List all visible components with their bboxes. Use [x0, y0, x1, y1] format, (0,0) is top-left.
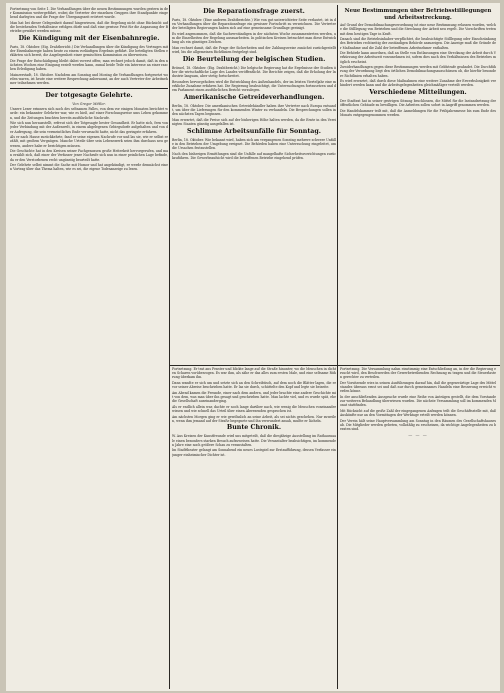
article-paragraph: Es wird angenommen, daß die Sachverständigen in der nächsten Woche zusammentreten werden, um die Einzelheiten der Regelung auszuarbeiten. In politischen Kreisen betrachtet man diese Entwicklung als ein günstiges Zeichen.	[172, 32, 336, 45]
article-paragraph: W. Aus Kreisen der Kunstfreunde wird uns mitgeteilt, daß die diesjährige Ausstellung im Rathaussaale einen besonders starken Besuch aufzuweisen hatte. Die Veranstalter beabsichtigen, im kommenden Jahre eine noch größere Schau zu veranstalten.	[172, 434, 336, 447]
section-separator: — — —	[408, 431, 428, 437]
article-headline: Die Reparationsfrage zuerst.	[203, 8, 305, 15]
article-paragraph: Berlin, 18. Oktober. Wie bekannt wird, haben sich am vergangenen Sonntag mehrere schwere Unfälle in den Betrieben der Umgebung ereignet. Die Behörden haben eine Untersuchung eingeleitet, um die Ursachen festzustellen.	[172, 137, 336, 150]
article-paragraph: Man hat bei dieser Gelegenheit darauf hingewiesen, daß die Regelung nicht ohne Rücksicht auf die bestehenden Verhältnisse erfolgen dürfe und daß eine gewisse Frist für die Anpassung der Betriebe gewährt werden müsse.	[10, 21, 168, 34]
column-middle-bottom	[172, 367, 336, 687]
article-paragraph: Es wird erwartet, daß durch diese Maßnahmen eine weitere Zunahme der Erwerbslosigkeit verhindert werden kann und die Arbeitsgelegenheiten gleichmäßiger verteilt werden.	[340, 79, 496, 88]
article-paragraph: Wie sich nun herausstellt, erfreut sich der Totgesagte bester Gesundheit. Er hatte sich, fern von jeder Verbindung mit der Außenwelt, in einem abgelegenen Gebirgsdorfe aufgehalten und von der Aufregung, die sein vermeintliches Ende verursacht hatte, nicht das geringste erfahren.	[10, 121, 168, 134]
article-paragraph: Fortsetzung. Die Versammlung nahm einstimmig eine Entschließung an, in der die Regierung ersucht wird, den Beschwerden der Gewerbetreibenden Rechnung zu tragen und die Steuerlasten gerechter zu verteilen.	[340, 367, 496, 380]
article-paragraph: Die Geschichte hat in den Kreisen seiner Fachgenossen große Heiterkeit hervorgerufen, und man erzählt sich, daß einer der Verfasser jener Nachrufe sich nun in einer peinlichen Lage befinde, da er den Verstorbenen recht ungünstig beurteilt hatte.	[10, 149, 168, 162]
article-headline: Die Kündigung mit der Eisenbahnregie.	[18, 35, 160, 42]
article-paragraph: Der Verein hält seine Hauptversammlung am Sonntag in den Räumen des Gesellschaftshauses ab. Die Mitglieder werden gebeten, vollzählig zu erscheinen, da wichtige Angelegenheiten zu beraten sind.	[340, 418, 496, 432]
byline: Von Gregor Mittler.	[72, 101, 106, 106]
column-rule	[169, 5, 170, 689]
article-paragraph: Mainzerstadt, 18. Oktober. Nachdem am Sonntag und Montag die Verhandlungen fortgesetzt worden waren, ist heute eine weitere Besprechung anberaumt, an der auch Vertreter der Arbeitnehmer teilnehmen werden.	[10, 73, 168, 86]
article-paragraph: Die Frage der Entschädigung bleibt dabei vorerst offen; man rechnet jedoch damit, daß in den nächsten Wochen eine Einigung erzielt werden kann, zumal beide Teile ein Interesse an einer raschen Erledigung haben.	[10, 59, 168, 72]
article-headline: Verschiedene Mitteilungen.	[369, 88, 467, 96]
article-paragraph: Am Abend kamen die Freunde, einer nach dem andern, und jeder brachte eine andere Geschichte mit von dem, was man über ihn gesagt und geschrieben hatte. Man lachte viel, und es wurde spät, ehe die Gesellschaft auseinanderging.	[172, 390, 336, 404]
article-paragraph: Mit Rücksicht auf die große Zahl der eingegangenen Anfragen teilt die Geschäftsstelle mit, daß Auskünfte nur an den Vormittagen der Werktage erteilt werden können.	[340, 409, 496, 418]
article-paragraph: Die Behörde kann anordnen, daß an Stelle von Entlassungen eine Streckung der Arbeit durch Verkürzung der Arbeitszeit vorzunehmen ist, sofern dies nach den Verhältnissen des Betriebes möglich erscheint.	[340, 51, 496, 64]
article-paragraph: Am nächsten Morgen ging er wie gewöhnlich an seine Arbeit, als sei nichts geschehen. Nur zuweilen, wenn ihm jemand auf der Straße begegnete und ihn verwundert ansah, mußte er lächeln.	[172, 414, 336, 423]
article-paragraph: Paris, 18. Oktober. (Eine anderen Drahtberichte.) Wie von gut unterrichteter Seite verlautet, ist in den Verhandlungen über die Reparationsfrage ein gewisser Fortschritt zu verzeichnen. Die Vertreter der beteiligten Regierungen haben sich auf eine gemeinsame Grundlage geeinigt.	[172, 18, 336, 31]
article-paragraph: Der Vorsitzende wies in seinen Ausführungen darauf hin, daß die gegenwärtige Lage des Mittelstandes überaus ernst sei und daß nur durch gemeinsames Handeln eine Besserung erreicht werden könne.	[340, 381, 496, 394]
article-paragraph: Paris, 18. Oktober. (Eig. Drahtbericht.) Die Verhandlungen über die Kündigung des Vertrages mit der Eisenbahnregie haben heute zu einem vorläufigen Ergebnis geführt. Die beteiligten Stellen erklärten sich bereit, die Angelegenheit einer gemischten Kommission zu überweisen.	[10, 45, 168, 58]
article-paragraph: Besonders hervorgehoben wird die Entwicklung des Außenhandels, der im letzten Vierteljahr eine merkliche Zunahme erfahren hat. Die Regierung beabsichtigt, die Untersuchungen fortzusetzen und dem Parlament einen ausführlichen Bericht vorzulegen.	[172, 79, 336, 93]
column-left	[10, 7, 168, 687]
newspaper-page	[6, 3, 500, 691]
article-paragraph: In der anschließenden Aussprache wurde eine Reihe von Anträgen gestellt, die dem Vorstande zur weiteren Behandlung überwiesen wurden. Die nächste Versammlung soll im kommenden Monat stattfinden.	[340, 395, 496, 408]
article-headline: Amerikanische Getreideverhandlungen.	[183, 93, 325, 101]
column-right-top	[340, 7, 496, 367]
article-paragraph: Im Stadttheater gelangt am Sonnabend ein neues Lustspiel zur Erstaufführung, dessen Verfasser ein junger einheimischer Dichter ist.	[172, 448, 336, 457]
article-paragraph: Nach den bisherigen Ermittlungen sind die Unfälle auf mangelhafte Sicherheitsvorrichtungen zurückzuführen. Die Gewerbeaufsicht wird die betroffenen Betriebe eingehend prüfen.	[172, 151, 336, 160]
feuilleton-headline: Der totgesagte Gelehrte.	[45, 91, 133, 99]
article-paragraph: Als er endlich allein war, dachte er noch lange darüber nach, wie wenig die Menschen voneinander wissen und wie schnell das Urteil über einen Abwesenden gesprochen ist.	[172, 404, 336, 413]
article-paragraph: Brüssel, 18. Oktober. (Eig. Drahtbericht.) Die belgische Regierung hat die Ergebnisse der Studien über die wirtschaftliche Lage des Landes veröffentlicht. Die Berichte zeigen, daß die Erholung der Industrie langsam, aber stetig fortschreitet.	[172, 65, 336, 79]
article-paragraph: Danach sind die Betriebsinhaber verpflichtet, die beabsichtigte Stilllegung oder Einschränkung des Betriebes rechtzeitig der zuständigen Behörde anzuzeigen. Die Anzeige muß die Gründe der Maßnahme und die Zahl der betroffenen Arbeitnehmer enthalten.	[340, 37, 496, 50]
article-paragraph: Man erwartet, daß die Preise sich auf der bisherigen Höhe halten werden, da die Ernte in den Vereinigten Staaten günstig ausgefallen ist.	[172, 117, 336, 126]
article-headline: Schlimme Arbeitsunfälle für Sonntag.	[187, 127, 321, 135]
article-paragraph: Berlin, 18. Oktober. Die amerikanischen Getreidehändler haben ihre Vertreter nach Europa entsandt, um über die Lieferungen für den kommenden Winter zu verhandeln. Die Besprechungen sollen in den nächsten Tagen beginnen.	[172, 103, 336, 117]
column-right-bottom	[340, 367, 496, 687]
article-paragraph: Zuwiderhandlungen gegen diese Bestimmungen werden mit Geldstrafe geahndet. Die Durchführung der Verordnung liegt den örtlichen Demobilmachungsausschüssen ob, die hierfür besondere Richtlinien erhalten haben.	[340, 65, 496, 78]
article-headline: Bunte Chronik.	[226, 424, 282, 432]
article-paragraph: Der Stadtrat hat in seiner gestrigen Sitzung beschlossen, die Mittel für die Instandsetzung der öffentlichen Gebäude zu bewilligen. Die Arbeiten sollen sofort in Angriff genommen werden.	[340, 98, 496, 108]
feuilleton-section	[10, 88, 168, 172]
column-rule	[337, 5, 338, 689]
article-paragraph: Man rechnet damit, daß die Frage der Sicherheiten und der Zahlungsweise zunächst zurückgestellt wird, bis die allgemeinen Richtlinien festgelegt sind.	[172, 46, 336, 55]
column-middle-top	[172, 7, 336, 367]
article-paragraph: Fortsetzung von Seite 1. Die Verhandlungen über die neuen Bestimmungen wurden gestern in der Kommission weitergeführt, wobei die Vertreter der einzelnen Gruppen ihre Standpunkte eingehend darlegten und die Frage der Übergangszeit erörtert wurde.	[10, 7, 168, 20]
article-paragraph: Fortsetzung. Er trat ans Fenster und blickte lange auf die Straße hinunter, wo die Menschen in dichten Scharen vorüberzogen. Es war ihm, als sähe er das alles zum ersten Male, und eine seltsame Rührung überkam ihn.	[172, 367, 336, 380]
article-paragraph: Der Gelehrte selbst nimmt die Sache mit Humor und hat angekündigt, er werde demnächst einen Vortrag über das Thema halten, wie es sei, die eigene Todesanzeige zu lesen.	[10, 163, 168, 172]
article-paragraph: Als er nach Hause zurückkehrte, fand er seine eigenen Nachrufe vor und las sie, wie er selbst erzählt, mit großem Vergnügen. Manche Urteile über sein Lebenswerk seien ihm durchaus neu gewesen, andere habe er berichtigen müssen.	[10, 135, 168, 148]
article-paragraph: Unsere Leser erinnern sich noch des seltsamen Falles, von dem vor einigen Monaten berichtet wurde: ein bekannter Gelehrter war, wie es hieß, auf einer Forschungsreise ums Leben gekommen, und die Zeitungen brachten bereits ausführliche Nachrufe.	[10, 107, 168, 120]
article-headline: Neue Bestimmungen über Betriebsstilllegungen und Arbeitsstreckung.	[344, 8, 492, 21]
article-headline: Die Beurteilung der belgischen Studien.	[182, 55, 326, 63]
article-paragraph: Die Handelskammer teilt mit, daß die Anmeldungen für die Frühjahrsmesse bis zum Ende des Monats entgegengenommen werden.	[340, 108, 496, 117]
article-paragraph: Auf Grund der Demobilmachungsverordnung ist eine neue Bestimmung erlassen worden, welche die Stilllegung von Betrieben und die Streckung der Arbeit neu regelt. Die Vorschriften treten mit dem heutigen Tage in Kraft.	[340, 23, 496, 36]
article-paragraph: Dann wandte er sich um und setzte sich an den Schreibtisch, auf dem noch die Blätter lagen, die er vor seiner Abreise beschrieben hatte. Er las sie durch, schüttelte den Kopf und legte sie beiseite.	[172, 381, 336, 390]
